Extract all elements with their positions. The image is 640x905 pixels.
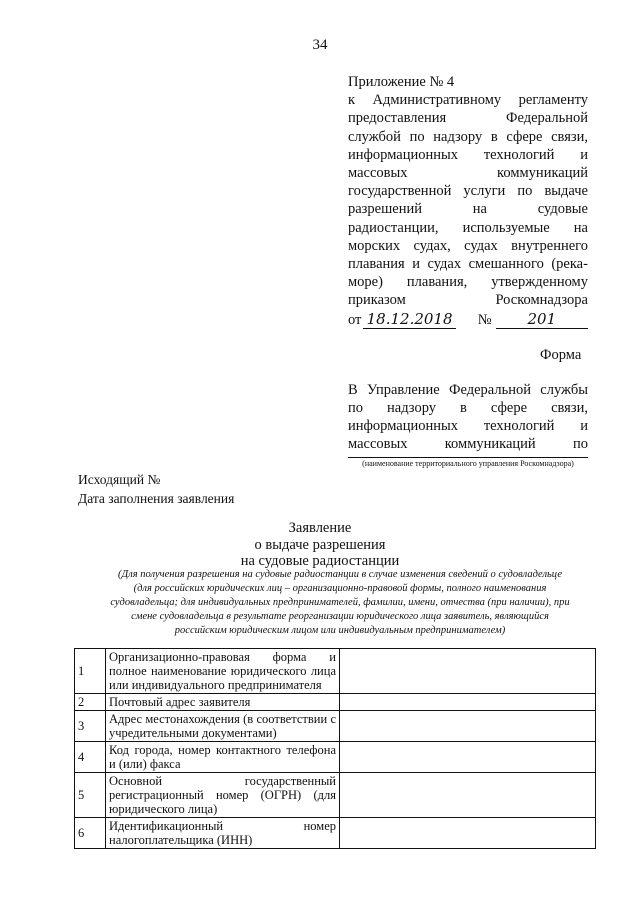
date-prefix: от xyxy=(348,311,362,328)
appendix-word: на xyxy=(573,219,588,236)
appendix-line xyxy=(348,255,588,273)
appendix-word: радиостанции, xyxy=(348,219,439,236)
appendix-word: по xyxy=(409,128,425,145)
addressee-word: коммуникаций xyxy=(444,436,536,452)
note-line: российским юридическим лицом или индивидуальным предпринимателем) xyxy=(174,625,506,636)
addressee-word: по xyxy=(348,400,364,416)
application-note xyxy=(80,568,600,638)
form-label: Форма xyxy=(540,347,582,363)
appendix-line xyxy=(348,164,588,182)
addressee-word: Федеральной xyxy=(449,382,531,398)
table-row xyxy=(75,818,596,849)
appendix-word: по xyxy=(517,183,533,200)
table-row xyxy=(75,711,596,742)
appendix-word: судах xyxy=(427,256,462,273)
row-value-field[interactable] xyxy=(340,694,596,711)
appendix-line xyxy=(348,91,588,109)
appendix-word: предоставления xyxy=(348,110,447,127)
order-number: 201 xyxy=(496,310,588,329)
appendix-word: плавания, xyxy=(406,274,468,291)
appendix-word: надзору xyxy=(433,128,483,145)
title-line-1: Заявление xyxy=(288,520,352,536)
addressee-caption: (наименование территориального управления Роскомнадзора) xyxy=(362,459,574,468)
row-number: 4 xyxy=(75,742,106,773)
application-title xyxy=(0,520,640,570)
addressee-word: в xyxy=(460,400,467,416)
appendix-line xyxy=(348,237,588,255)
appendix-word: в xyxy=(490,128,498,145)
page-number: 34 xyxy=(312,37,328,53)
row-label: Адрес местонахождения (в соответствии с учредительными документами) xyxy=(106,711,340,742)
appendix-word: на xyxy=(472,201,487,218)
addressee-word: массовых xyxy=(348,436,408,452)
appendix-word: сфере xyxy=(506,128,543,145)
addressee-word: Управление xyxy=(366,382,440,398)
outgoing-number-label: Исходящий № xyxy=(78,472,161,487)
appendix-word: плавания xyxy=(348,256,405,273)
appendix-word: судовые xyxy=(537,201,588,218)
appendix-word: технологий xyxy=(483,146,555,163)
appendix-line xyxy=(348,273,588,291)
number-prefix: № xyxy=(477,311,492,328)
appendix-block xyxy=(348,73,588,329)
note-line: (Для получения разрешения на судовые радиостанции в случае изменения сведений о судовладельце xyxy=(118,569,562,580)
appendix-word: внутреннего xyxy=(511,237,588,254)
appendix-text xyxy=(348,91,588,309)
outgoing-block xyxy=(78,470,234,508)
appendix-word: смешанного xyxy=(468,256,544,273)
table-row xyxy=(75,742,596,773)
table-row xyxy=(75,773,596,818)
row-value-field[interactable] xyxy=(340,742,596,773)
appendix-title: Приложение № 4 xyxy=(348,74,455,90)
note-line: судовладельца; для индивидуальных предпринимателей, фамилии, имени, отчества (при наличии), при xyxy=(110,597,570,608)
addressee-word: технологий xyxy=(483,418,555,434)
appendix-word: услуги xyxy=(463,183,506,200)
application-table xyxy=(74,648,596,849)
row-number: 6 xyxy=(75,818,106,849)
addressee-line xyxy=(348,417,588,435)
appendix-word: массовых xyxy=(348,165,408,182)
row-value-field[interactable] xyxy=(340,649,596,694)
row-label: Основной государственный регистрационный номер (ОГРН) (для юридического лица) xyxy=(106,773,340,818)
appendix-line xyxy=(348,109,588,127)
row-label: Код города, номер контактного телефона и (или) факса xyxy=(106,742,340,773)
row-label: Почтовый адрес заявителя xyxy=(106,694,340,711)
appendix-word: судах xyxy=(464,237,498,254)
appendix-word: государственной xyxy=(348,183,452,200)
addressee-word: информационных xyxy=(348,418,458,434)
addressee-word: связи, xyxy=(551,400,588,416)
addressee-word: надзору xyxy=(387,400,436,416)
addressee-word: сфере xyxy=(490,400,528,416)
row-number: 3 xyxy=(75,711,106,742)
appendix-word: судах, xyxy=(413,237,451,254)
appendix-word: и xyxy=(580,146,588,163)
addressee-word: по xyxy=(572,436,588,452)
order-date-line xyxy=(348,310,588,329)
row-value-field[interactable] xyxy=(340,711,596,742)
appendix-word: разрешений xyxy=(348,201,422,218)
appendix-line xyxy=(348,182,588,200)
addressee-line xyxy=(348,381,588,399)
row-value-field[interactable] xyxy=(340,773,596,818)
addressee-rule xyxy=(348,457,588,458)
appendix-word: море) xyxy=(348,274,383,291)
appendix-word: Административному xyxy=(372,92,502,109)
appendix-word: (река- xyxy=(551,256,588,273)
appendix-word: коммуникаций xyxy=(497,165,588,182)
appendix-word: используемые xyxy=(462,219,550,236)
appendix-word: выдаче xyxy=(544,183,588,200)
note-line: смене судовладельца в результате реорганизации юридического лица заявитель, являющийся xyxy=(131,611,549,622)
row-value-field[interactable] xyxy=(340,818,596,849)
order-date: 18.12.2018 xyxy=(363,310,455,329)
addressee-word: службы xyxy=(540,382,588,398)
row-number: 2 xyxy=(75,694,106,711)
appendix-word: связи, xyxy=(551,128,588,145)
addressee-line xyxy=(348,399,588,417)
appendix-word: информационных xyxy=(348,146,458,163)
addressee-block xyxy=(348,381,588,453)
appendix-word: Роскомнадзора xyxy=(495,292,588,309)
row-label: Идентификационный номер налогоплательщика (ИНН) xyxy=(106,818,340,849)
appendix-word: и xyxy=(412,256,420,273)
appendix-line xyxy=(348,219,588,237)
row-label: Организационно-правовая форма и полное наименование юридического лица или индивидуального предпринимателя xyxy=(106,649,340,694)
appendix-word: приказом xyxy=(348,292,406,309)
appendix-word: службой xyxy=(348,128,401,145)
title-line-3: на судовые радиостанции xyxy=(240,553,400,569)
appendix-word: Федеральной xyxy=(506,110,588,127)
table-row xyxy=(75,694,596,711)
addressee-word: и xyxy=(580,418,588,434)
appendix-word: регламенту xyxy=(518,92,588,109)
title-line-2: о выдаче разрешения xyxy=(254,536,386,553)
appendix-word: утвержденному xyxy=(491,274,588,291)
appendix-word: морских xyxy=(348,237,401,254)
appendix-word: к xyxy=(348,92,356,109)
appendix-line xyxy=(348,128,588,146)
row-number: 5 xyxy=(75,773,106,818)
appendix-line xyxy=(348,200,588,218)
fill-date-label: Дата заполнения заявления xyxy=(78,491,235,506)
addressee-word: В xyxy=(348,382,358,398)
row-number: 1 xyxy=(75,649,106,694)
table-row xyxy=(75,649,596,694)
addressee-line xyxy=(348,435,588,453)
note-line: (для российских юридических лиц – организационно-правовой формы, полного наименования xyxy=(133,583,547,594)
appendix-line xyxy=(348,146,588,164)
appendix-line xyxy=(348,291,588,309)
